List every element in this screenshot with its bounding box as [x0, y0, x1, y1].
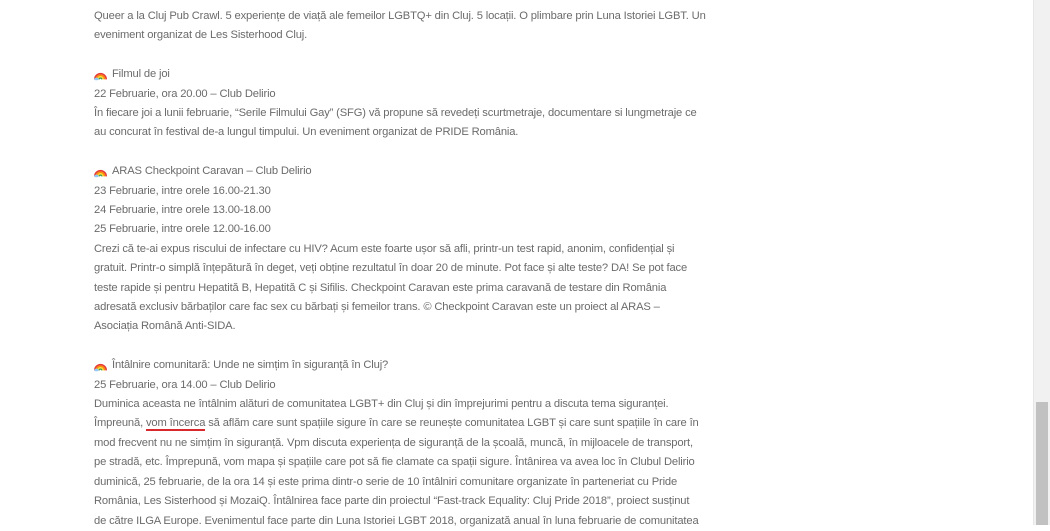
event-description-line: România, Les Sisterhood și MozaiQ. Întâlnirea face parte din proiectul “Fast-track Equality: Cluj Pride 2018”, proiect susținut — [94, 495, 690, 508]
rainbow-icon — [94, 68, 107, 81]
underlined-phrase: vom încerca — [145, 417, 206, 430]
intro-line: Queer a la Cluj Pub Crawl. 5 experiențe de viață ale femeilor LGBTQ+ din Cluj. 5 locații. O plimbare prin Luna Istoriei LGBT. Un — [94, 10, 706, 22]
event-description-line: duminică, 25 februarie, de la ora 14 și este prima dintr-o serie de 10 întâlniri comunitare organizate în parteneriat cu Pride — [94, 475, 678, 488]
event-description-line: au concurat în festival de-a lungul timpului. Un eveniment organizat de PRIDE România. — [94, 126, 519, 139]
rainbow-icon — [94, 165, 107, 178]
event-date: 25 Februarie, ora 14.00 – Club Delirio — [94, 378, 276, 391]
event-description-line: În fiecare joi a lunii februarie, “Serile Filmului Gay” (SFG) vă propune să revedeți scurtmetraje, documentare si lungmetraje ce — [94, 107, 697, 120]
event-title: Filmul de joi — [94, 65, 734, 84]
scrollbar-thumb[interactable] — [1036, 402, 1048, 525]
event-date: 22 Februarie, ora 20.00 – Club Delirio — [94, 87, 276, 100]
intro-line: eveniment organizat de Les Sisterhood Cluj. — [94, 29, 308, 42]
event-date: 25 Februarie, intre orele 12.00-16.00 — [94, 223, 271, 236]
event-description-line: Împreună, vom încerca să aflăm care sunt spațiile sigure în care se reunește comunitatea LGBT și care sunt spațiile în care în — [94, 417, 699, 430]
rainbow-icon — [94, 359, 107, 372]
event-date: 24 Februarie, intre orele 13.00-18.00 — [94, 204, 271, 217]
event-date: 23 Februarie, intre orele 16.00-21.30 — [94, 184, 271, 197]
vertical-scrollbar[interactable] — [1033, 0, 1050, 525]
event-description-line: adresată exclusiv bărbaților care fac sex cu bărbați și femeilor trans. © Checkpoint Caravan este un proiect al ARAS – — [94, 301, 660, 314]
article-content — [94, 7, 734, 531]
event-description-line: mod frecvent nu ne simțim în siguranță. Vpm discuta experiența de siguranță de la școală, muncă, în mijloacele de transport, — [94, 436, 693, 449]
event-description-line: Crezi că te-ai expus riscului de infectare cu HIV? Acum este foarte ușor să afli, printr-un test rapid, anonim, confidențial și — [94, 242, 675, 255]
event-description-line: gratuit. Printr-o simplă înțepătură în deget, veți obține rezultatul în doar 20 de minute. Pot face și alte teste? DA! Se pot face — [94, 262, 688, 275]
event-description-line: teste rapide și pentru Hepatită B, Hepatită C și Sifilis. Checkpoint Caravan este prima caravană de testare din România — [94, 281, 667, 294]
event-description-line: Asociația Română Anti-SIDA. — [94, 320, 236, 333]
event-description-line: Duminica aceasta ne întâlnim alături de comunitatea LGBT+ din Cluj și din împrejurimi pentru a discuta tema siguranței. — [94, 398, 669, 411]
event-description-line: pe stradă, etc. Împrepună, vom mapa și spațiile care pot să fie clamate ca spații sigure. Întânirea va avea loc în Clubul Delirio — [94, 456, 695, 469]
event-title: ARAS Checkpoint Caravan – Club Delirio — [94, 162, 734, 181]
event-title: Întâlnire comunitară: Unde ne simțim în siguranță în Cluj? — [94, 356, 734, 375]
event-description-line: de către ILGA Europe. Evenimentul face parte din Luna Istoriei LGBT 2018, organizată anual în luna februarie de comunitatea — [94, 514, 699, 527]
